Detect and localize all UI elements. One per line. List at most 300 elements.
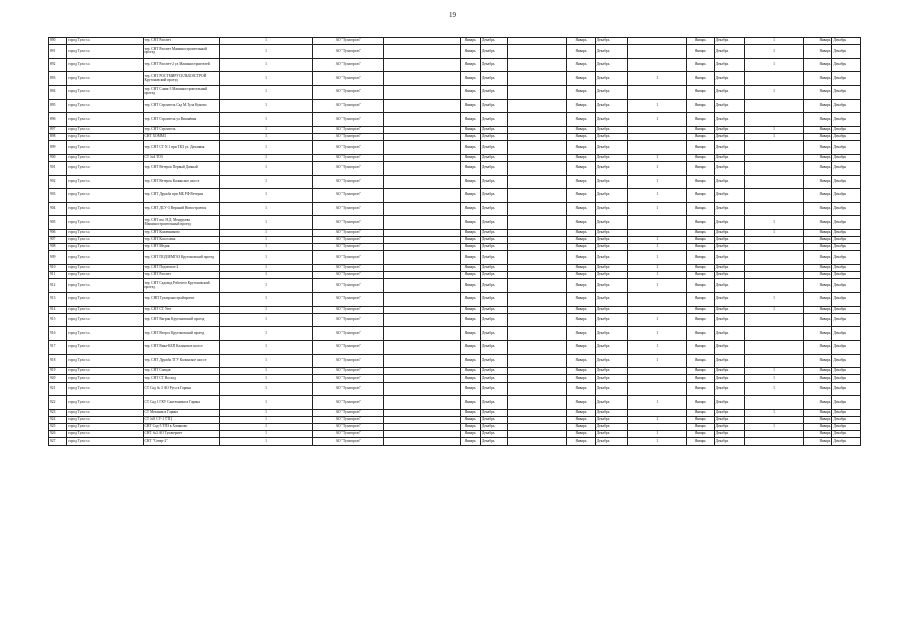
cell-month-end-2: Декабрь [595,175,628,189]
table-row [49,126,861,133]
cell-plot-name: тер. СНТ РОСТМИРУСЕЛЬХОЗСТРОЙ Крутоновский проезд [143,72,219,86]
cell-row-number: 895 [49,99,67,113]
table-row [49,72,861,86]
cell-count-2: 1 [628,279,687,293]
cell-month-end-2: Декабрь [595,244,628,251]
cell-empty [508,251,567,265]
cell-plot-name: тер. СНТ Колосовка [143,237,219,244]
table-row [49,327,861,341]
cell-empty [384,354,460,368]
cell-month-end-1: Декабрь [480,216,507,230]
cell-supplier: АО "Тулагоргаз" [313,265,384,272]
cell-plot-name: СТ №4 ТОЗ [143,154,219,161]
cell-empty [508,85,567,99]
cell-month-start-4: Январь [804,216,832,230]
cell-month-end-3: Декабрь [714,133,744,140]
cell-month-end-3: Декабрь [714,161,744,175]
cell-plot-name: СТ Механик в Гарина [143,409,219,416]
cell-count-2 [628,216,687,230]
cell-month-end-1: Декабрь [480,189,507,203]
cell-month-end-1: Декабрь [480,229,507,236]
cell-row-number: 912 [49,279,67,293]
cell-month-start-2: Январь [567,38,595,45]
cell-district: город Тула г.о. [67,431,143,438]
cell-month-start-3: Январь [687,229,714,236]
cell-month-end-4: Декабрь [832,340,861,354]
cell-month-start-3: Январь [687,375,714,382]
cell-month-start-1: Январь [460,72,480,86]
cell-month-end-4: Декабрь [832,99,861,113]
cell-month-end-3: Декабрь [714,85,744,99]
cell-month-end-1: Декабрь [480,85,507,99]
cell-row-number: 915 [49,313,67,327]
cell-plot-name: СНТ Сад-5 ТПЗ в Хомяково [143,424,219,431]
cell-district: город Тула г.о. [67,327,143,341]
cell-empty [384,216,460,230]
cell-month-start-1: Январь [460,438,480,445]
cell-count: 1 [219,58,312,72]
cell-month-end-4: Декабрь [832,126,861,133]
cell-supplier: АО "Тулагоргаз" [313,354,384,368]
cell-empty [508,161,567,175]
cell-count-3 [745,113,804,127]
cell-month-start-4: Январь [804,141,832,155]
cell-count-3 [745,354,804,368]
cell-empty [384,251,460,265]
cell-month-end-3: Декабрь [714,424,744,431]
cell-month-start-1: Январь [460,409,480,416]
cell-month-end-1: Декабрь [480,340,507,354]
cell-empty [508,72,567,86]
cell-supplier: АО "Тулагоргаз" [313,251,384,265]
cell-plot-name: СНТ "Север-2" [143,438,219,445]
cell-plot-name: тер. СНТ Рассвет [143,272,219,279]
cell-month-start-4: Январь [804,382,832,396]
cell-empty [384,244,460,251]
cell-month-start-3: Январь [687,99,714,113]
cell-empty [384,431,460,438]
cell-month-end-3: Декабрь [714,340,744,354]
cell-count-2: 1 [628,113,687,127]
schedule-table [48,37,861,446]
cell-month-end-3: Декабрь [714,72,744,86]
cell-month-start-4: Январь [804,244,832,251]
cell-month-end-4: Декабрь [832,382,861,396]
cell-empty [508,431,567,438]
cell-month-end-1: Декабрь [480,279,507,293]
cell-month-start-2: Январь [567,72,595,86]
cell-count: 1 [219,251,312,265]
table-row [49,244,861,251]
cell-empty [508,306,567,313]
cell-count: 1 [219,113,312,127]
cell-plot-name: СНТ №3 АО Тулачермет [143,431,219,438]
cell-month-end-1: Декабрь [480,424,507,431]
cell-month-start-3: Январь [687,382,714,396]
cell-month-end-2: Декабрь [595,154,628,161]
cell-district: город Тула г.о. [67,229,143,236]
cell-month-end-2: Декабрь [595,141,628,155]
cell-count: 1 [219,438,312,445]
cell-month-end-4: Декабрь [832,409,861,416]
cell-count-2 [628,409,687,416]
cell-empty [384,237,460,244]
cell-count-3: 1 [745,293,804,307]
cell-count-3: 1 [745,229,804,236]
cell-district: город Тула г.о. [67,154,143,161]
cell-month-start-4: Январь [804,375,832,382]
cell-month-end-1: Декабрь [480,72,507,86]
cell-empty [384,113,460,127]
cell-month-end-3: Декабрь [714,409,744,416]
cell-supplier: АО "Тулагоргаз" [313,382,384,396]
cell-empty [384,175,460,189]
cell-empty [384,340,460,354]
cell-month-start-2: Январь [567,375,595,382]
cell-empty [508,375,567,382]
cell-month-start-2: Январь [567,251,595,265]
cell-plot-name: тер. СНТ Дружба при МБ РФ Ветеран [143,189,219,203]
cell-month-end-3: Декабрь [714,189,744,203]
cell-count: 1 [219,161,312,175]
cell-empty [508,202,567,216]
cell-month-end-3: Декабрь [714,244,744,251]
cell-month-start-2: Январь [567,431,595,438]
cell-month-end-2: Декабрь [595,306,628,313]
cell-month-start-4: Январь [804,251,832,265]
cell-month-start-2: Январь [567,175,595,189]
table-row [49,431,861,438]
cell-district: город Тула г.о. [67,265,143,272]
cell-count: 1 [219,141,312,155]
cell-count-3 [745,340,804,354]
cell-month-start-2: Январь [567,133,595,140]
cell-month-start-2: Январь [567,327,595,341]
cell-month-start-4: Январь [804,368,832,375]
cell-month-end-3: Декабрь [714,38,744,45]
cell-month-end-1: Декабрь [480,244,507,251]
cell-plot-name: СНТ ХОММЗ [143,133,219,140]
cell-plot-name: тер. СНТ Вторсх Крутоновский проезд [143,327,219,341]
table-row [49,382,861,396]
cell-row-number: 908 [49,244,67,251]
cell-month-start-1: Январь [460,244,480,251]
cell-district: город Тула г.о. [67,72,143,86]
cell-count-3 [745,175,804,189]
cell-count: 1 [219,38,312,45]
cell-month-start-3: Январь [687,313,714,327]
cell-count: 1 [219,340,312,354]
cell-month-end-4: Декабрь [832,72,861,86]
cell-row-number: 897 [49,126,67,133]
cell-month-start-4: Январь [804,237,832,244]
cell-month-start-2: Январь [567,306,595,313]
cell-count-2: 1 [628,175,687,189]
cell-count: 1 [219,85,312,99]
cell-month-end-2: Декабрь [595,189,628,203]
cell-district: город Тула г.о. [67,85,143,99]
cell-month-start-4: Январь [804,265,832,272]
cell-month-end-4: Декабрь [832,375,861,382]
cell-month-start-3: Январь [687,279,714,293]
cell-month-end-4: Декабрь [832,58,861,72]
cell-count: 1 [219,382,312,396]
cell-empty [384,375,460,382]
cell-count-3: 1 [745,38,804,45]
cell-month-end-3: Декабрь [714,202,744,216]
cell-month-start-4: Январь [804,202,832,216]
cell-empty [508,58,567,72]
cell-month-end-3: Декабрь [714,396,744,410]
cell-empty [384,279,460,293]
cell-count-3: 1 [745,58,804,72]
table-row [49,175,861,189]
cell-supplier: АО "Тулагоргаз" [313,313,384,327]
cell-month-end-3: Декабрь [714,438,744,445]
table-row [49,279,861,293]
cell-month-start-2: Январь [567,409,595,416]
cell-month-start-2: Январь [567,154,595,161]
cell-empty [384,382,460,396]
table-row [49,424,861,431]
cell-supplier: АО "Тулагоргаз" [313,409,384,416]
cell-month-start-3: Январь [687,368,714,375]
cell-count: 1 [219,293,312,307]
cell-count: 1 [219,72,312,86]
cell-month-start-3: Январь [687,154,714,161]
cell-supplier: АО "Тулагоргаз" [313,126,384,133]
cell-plot-name: тер. СНТ СТ N 1 при ТКЗ ул. Дачливая [143,141,219,155]
cell-month-start-2: Январь [567,438,595,445]
cell-month-end-3: Декабрь [714,293,744,307]
cell-month-start-2: Январь [567,237,595,244]
cell-count: 1 [219,202,312,216]
cell-month-start-4: Январь [804,189,832,203]
cell-month-end-2: Декабрь [595,38,628,45]
cell-month-end-3: Декабрь [714,141,744,155]
cell-month-start-4: Январь [804,279,832,293]
cell-count-2: 1 [628,431,687,438]
cell-count: 1 [219,133,312,140]
cell-district: город Тула г.о. [67,175,143,189]
cell-row-number: 917 [49,340,67,354]
cell-plot-name: тер. СНТ Дружба ТГУ Калинское шоссе [143,354,219,368]
cell-supplier: АО "Тулагоргаз" [313,279,384,293]
cell-row-number: 901 [49,161,67,175]
cell-month-start-1: Январь [460,375,480,382]
cell-month-start-3: Январь [687,85,714,99]
cell-month-end-1: Декабрь [480,382,507,396]
cell-plot-name: тер. СНТ Подземгаз-2 [143,265,219,272]
cell-supplier: АО "Тулагоргаз" [313,133,384,140]
cell-supplier: АО "Тулагоргаз" [313,340,384,354]
cell-month-start-1: Январь [460,85,480,99]
cell-empty [508,279,567,293]
cell-empty [384,141,460,155]
cell-count: 1 [219,99,312,113]
cell-row-number: 927 [49,438,67,445]
cell-count-2: 1 [628,244,687,251]
cell-month-end-2: Декабрь [595,72,628,86]
cell-count-3 [745,279,804,293]
cell-month-end-2: Декабрь [595,431,628,438]
cell-count-2: 1 [628,438,687,445]
cell-count-3: 1 [745,133,804,140]
cell-supplier: АО "Тулагоргаз" [313,424,384,431]
cell-month-end-2: Декабрь [595,354,628,368]
cell-count-3: 1 [745,368,804,375]
cell-district: город Тула г.о. [67,438,143,445]
cell-month-end-1: Декабрь [480,237,507,244]
cell-district: город Тула г.о. [67,279,143,293]
cell-empty [384,272,460,279]
table-body [49,38,861,446]
cell-count-2: 1 [628,237,687,244]
cell-month-start-3: Январь [687,265,714,272]
cell-month-end-1: Декабрь [480,38,507,45]
cell-empty [508,293,567,307]
cell-district: город Тула г.о. [67,382,143,396]
cell-plot-name: тер. СНТ ДСУ-3 Верхний Новостроевск [143,202,219,216]
cell-count: 1 [219,431,312,438]
cell-month-start-2: Январь [567,265,595,272]
cell-empty [384,189,460,203]
cell-empty [508,113,567,127]
cell-plot-name: тер. СНТ Кожевниково [143,229,219,236]
cell-month-end-1: Декабрь [480,202,507,216]
cell-month-start-4: Январь [804,38,832,45]
cell-count-2: 1 [628,354,687,368]
table-row [49,396,861,410]
cell-count-2 [628,126,687,133]
cell-empty [384,85,460,99]
cell-month-end-2: Декабрь [595,396,628,410]
cell-row-number: 890 [49,38,67,45]
cell-count: 1 [219,396,312,410]
table-row [49,293,861,307]
cell-plot-name: тер. СНТ ПОДЗЕМГАЗ Крутоновский проезд [143,251,219,265]
cell-count-2: 1 [628,202,687,216]
cell-count: 1 [219,175,312,189]
cell-month-start-1: Январь [460,382,480,396]
cell-month-start-2: Январь [567,99,595,113]
cell-month-end-4: Декабрь [832,216,861,230]
cell-district: город Тула г.о. [67,202,143,216]
cell-row-number: 905 [49,216,67,230]
cell-district: город Тула г.о. [67,38,143,45]
cell-supplier: АО "Тулагоргаз" [313,229,384,236]
cell-empty [508,409,567,416]
cell-month-end-3: Декабрь [714,279,744,293]
cell-empty [508,438,567,445]
cell-month-start-1: Январь [460,237,480,244]
cell-month-start-1: Январь [460,126,480,133]
cell-count: 1 [219,354,312,368]
cell-supplier: АО "Тулагоргаз" [313,72,384,86]
cell-supplier: АО "Тулагоргаз" [313,189,384,203]
cell-row-number: 902 [49,175,67,189]
cell-count: 1 [219,424,312,431]
cell-count-3 [745,189,804,203]
cell-month-end-1: Декабрь [480,375,507,382]
cell-month-start-2: Январь [567,368,595,375]
cell-count: 1 [219,126,312,133]
cell-month-end-4: Декабрь [832,272,861,279]
cell-district: город Тула г.о. [67,237,143,244]
cell-month-end-2: Декабрь [595,416,628,423]
cell-empty [508,313,567,327]
cell-month-start-2: Январь [567,382,595,396]
cell-count-2 [628,306,687,313]
cell-month-end-2: Декабрь [595,424,628,431]
cell-month-end-1: Декабрь [480,251,507,265]
cell-month-end-1: Декабрь [480,141,507,155]
cell-empty [384,424,460,431]
table-row [49,58,861,72]
cell-empty [384,229,460,236]
cell-month-start-4: Январь [804,306,832,313]
cell-count-2: 1 [628,251,687,265]
cell-month-end-4: Декабрь [832,396,861,410]
cell-month-start-3: Январь [687,38,714,45]
cell-month-start-2: Январь [567,161,595,175]
table-row [49,161,861,175]
cell-month-start-4: Январь [804,126,832,133]
cell-month-start-4: Январь [804,327,832,341]
cell-row-number: 898 [49,133,67,140]
cell-row-number: 896 [49,113,67,127]
cell-count-2: 1 [628,313,687,327]
cell-row-number: 923 [49,409,67,416]
cell-empty [508,327,567,341]
table-row [49,306,861,313]
cell-month-start-1: Январь [460,58,480,72]
cell-month-end-4: Декабрь [832,416,861,423]
cell-row-number: 913 [49,293,67,307]
cell-month-start-3: Январь [687,272,714,279]
cell-month-start-2: Январь [567,313,595,327]
cell-row-number: 899 [49,141,67,155]
cell-row-number: 894 [49,85,67,99]
cell-month-end-2: Декабрь [595,293,628,307]
cell-count-3 [745,237,804,244]
cell-month-start-3: Январь [687,340,714,354]
cell-month-start-4: Январь [804,438,832,445]
table-row [49,189,861,203]
cell-plot-name: тер. СНТ Слава-3 Машиностроительный проезд [143,85,219,99]
cell-month-start-4: Январь [804,229,832,236]
cell-month-end-4: Декабрь [832,85,861,99]
cell-row-number: 925 [49,424,67,431]
cell-empty [508,99,567,113]
cell-empty [384,72,460,86]
cell-supplier: АО "Тулагоргаз" [313,293,384,307]
cell-count-2 [628,141,687,155]
cell-month-end-2: Декабрь [595,313,628,327]
cell-month-start-3: Январь [687,161,714,175]
cell-plot-name: тер. СНТ Спецав [143,368,219,375]
cell-month-start-2: Январь [567,424,595,431]
table-row [49,409,861,416]
cell-month-end-2: Декабрь [595,216,628,230]
cell-district: город Тула г.о. [67,126,143,133]
cell-month-start-3: Январь [687,72,714,86]
cell-district: город Тула г.о. [67,141,143,155]
cell-count: 1 [219,189,312,203]
table-row [49,38,861,45]
cell-month-end-4: Декабрь [832,141,861,155]
table-row [49,141,861,155]
